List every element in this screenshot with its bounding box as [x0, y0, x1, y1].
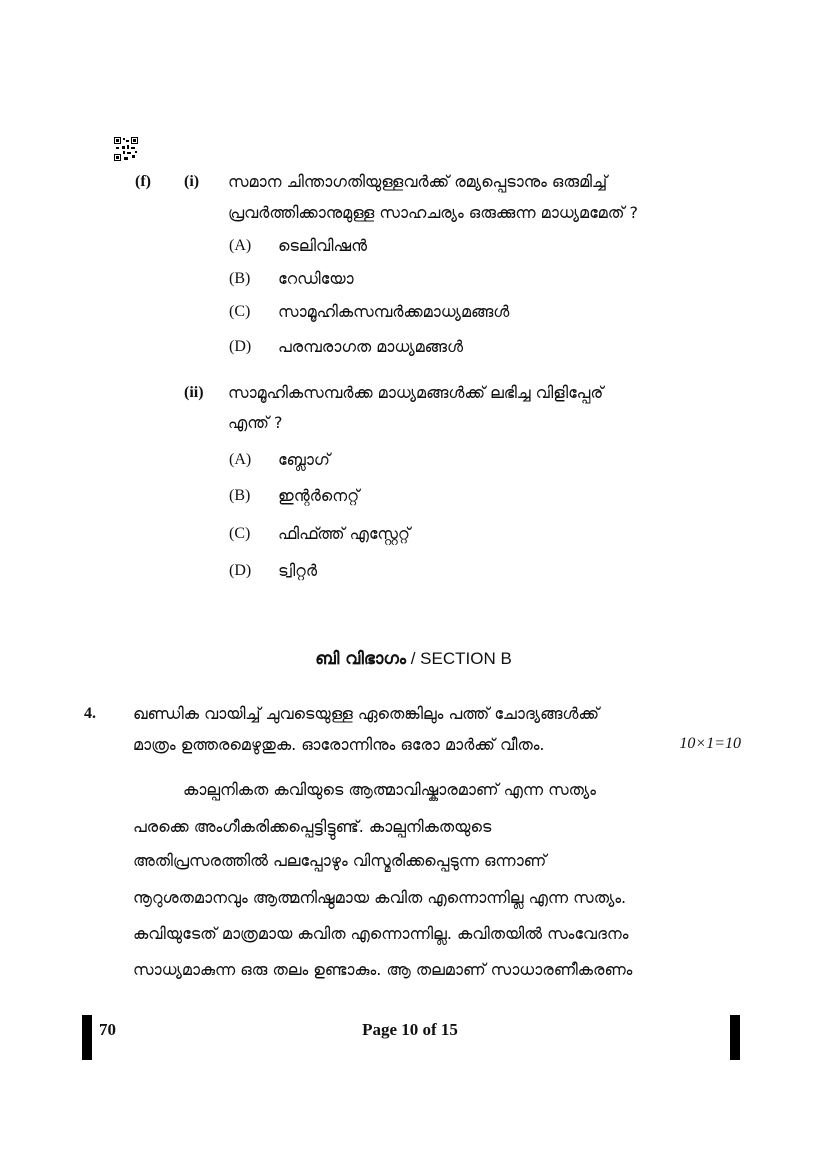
- option-label: (C): [229, 303, 251, 320]
- part-ii-number: (ii): [184, 384, 204, 401]
- option-label: (D): [229, 338, 252, 355]
- footer-code: 70: [99, 1020, 116, 1039]
- question-f-number: (f): [135, 173, 151, 190]
- option-label: (B): [229, 270, 251, 287]
- section-heading-ml: ബി വിഭാഗം: [315, 649, 407, 669]
- option-text: ടെലിവിഷൻ: [278, 236, 367, 255]
- question-4-marks: 10×1=10: [679, 735, 741, 752]
- passage-line: നൂറുശതമാനവും ആത്മനിഷ്ഠമായ കവിത എന്നൊന്നില്ല എന്ന സത്യം.: [133, 888, 627, 907]
- section-heading-en: / SECTION B: [406, 649, 512, 668]
- option-label: (C): [229, 525, 251, 542]
- footer-page-number: Page 10 of 15: [362, 1020, 458, 1039]
- passage-line: സാധ്യമാകുന്ന ഒരു തലം ഉണ്ടാകും. ആ തലമാണ് സാധാരണീകരണം: [133, 960, 633, 979]
- option-label: (A): [229, 451, 252, 468]
- passage-line: അതിപ്രസരത്തിൽ പലപ്പോഴും വിസ്മരിക്കപ്പെടുന്ന ഒന്നാണ്: [133, 851, 547, 870]
- qr-code-icon: [114, 137, 138, 161]
- part-i-text-line2: പ്രവർത്തിക്കാനുമുള്ള സാഹചര്യം ഒരുക്കുന്ന മാധ്യമമേത് ?: [228, 203, 638, 222]
- option-text: ഇന്റർനെറ്റ്: [278, 486, 360, 505]
- part-ii-text-line2: എന്ത് ?: [228, 413, 283, 432]
- option-text: പരമ്പരാഗത മാധ്യമങ്ങൾ: [278, 337, 464, 356]
- question-4-instruction-line2: മാത്രം ഉത്തരമെഴുതുക. ഓരോന്നിനും ഒരോ മാർക്ക് വീതം.: [133, 735, 545, 754]
- option-text: ബ്ലോഗ്: [278, 450, 330, 469]
- footer-right-bar: [730, 1015, 740, 1060]
- option-label: (B): [229, 487, 251, 504]
- section-heading: [0, 650, 827, 668]
- passage-line: കവിയുടേത് മാത്രമായ കവിത എന്നൊന്നില്ല. കവിതയിൽ സംവേദനം: [133, 924, 629, 943]
- option-text: ഫിഫ്ത്ത് എസ്റ്റേറ്റ്: [278, 524, 411, 543]
- part-ii-text-line1: സാമൂഹികസമ്പർക്ക മാധ്യമങ്ങൾക്ക് ലഭിച്ച വിളിപ്പേര്: [228, 383, 604, 402]
- passage-line: കാല്പനികത കവിയുടെ ആത്മാവിഷ്കാരമാണ് എന്ന സത്യം: [183, 780, 596, 799]
- passage-line: പരക്കെ അംഗീകരിക്കപ്പെട്ടിട്ടുണ്ട്. കാല്പനികതയുടെ: [133, 817, 492, 836]
- option-text: റേഡിയോ: [278, 269, 354, 288]
- option-text: സാമൂഹികസമ്പർക്കമാധ്യമങ്ങൾ: [278, 302, 510, 321]
- part-i-number: (i): [184, 173, 200, 190]
- question-4-instruction-line1: ഖണ്ഡിക വായിച്ച് ചുവടെയുള്ള ഏതെങ്കിലും പത്ത് ചോദ്യങ്ങൾക്ക്: [133, 704, 600, 723]
- option-text: ട്വിറ്റർ: [278, 561, 318, 580]
- part-i-text-line1: സമാന ചിന്താഗതിയുള്ളവർക്ക് രമ്യപ്പെടാനും ഒരുമിച്ച്: [228, 172, 608, 191]
- option-label: (A): [229, 237, 252, 254]
- option-label: (D): [229, 562, 252, 579]
- question-4-number: 4.: [84, 705, 96, 722]
